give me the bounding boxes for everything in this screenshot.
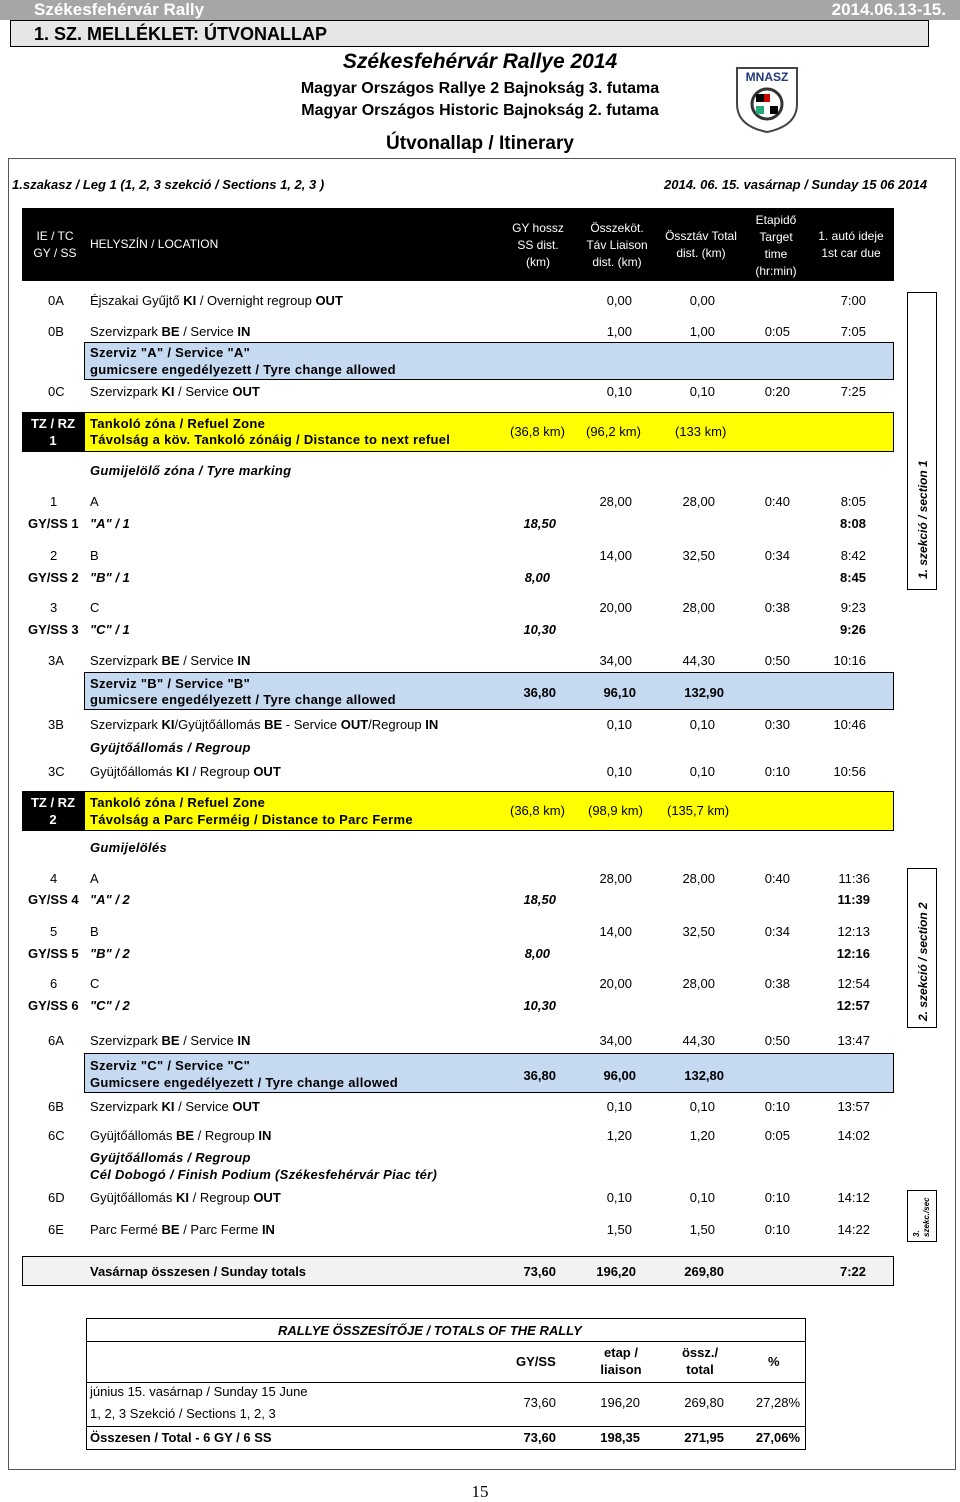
tc-code: 0B: [48, 324, 64, 339]
ss-dist: 8,00: [524, 946, 550, 961]
tz1-ss: (36,8 km): [510, 424, 565, 439]
due-time: 14:02: [837, 1128, 870, 1143]
summary-row1-ss: 73,60: [523, 1395, 556, 1410]
target-time: 0:30: [764, 717, 790, 732]
service-b-total: 132,90: [684, 685, 724, 700]
liaison-dist: 1,50: [606, 1222, 632, 1237]
summary-row1-sublabel: 1, 2, 3 Szekció / Sections 1, 2, 3: [90, 1406, 276, 1421]
sunday-totals-ss: 73,60: [523, 1264, 556, 1279]
target-time: 0:10: [764, 1222, 790, 1237]
total-dist: 28,00: [682, 600, 715, 615]
target-time: 0:34: [764, 924, 790, 939]
ss-location: "A" / 1: [90, 516, 130, 531]
location: Szervizpark KI/Gyüjtőállomás BE - Service OUT/Regroup IN: [90, 717, 439, 732]
target-time: 0:50: [764, 1033, 790, 1048]
location: Gyüjtőállomás KI / Regroup OUT: [90, 764, 281, 779]
total-dist: 32,50: [682, 548, 715, 563]
service-a-note: gumicsere engedélyezett / Tyre change allowed: [90, 362, 396, 377]
summary-divider: [86, 1341, 806, 1342]
ss-location: "C" / 1: [90, 622, 130, 637]
total-dist: 44,30: [682, 1033, 715, 1048]
tc-code: 2: [50, 548, 58, 563]
liaison-dist: 1,20: [606, 1128, 632, 1143]
location: Éjszakai Gyűjtő KI / Overnight regroup OUT: [90, 293, 343, 308]
summary-title: RALLYE ÖSSZESÍTŐJE / TOTALS OF THE RALLY: [278, 1323, 582, 1338]
summary-row2-pct: 27,06%: [755, 1430, 800, 1445]
tz2-ss: (36,8 km): [510, 803, 565, 818]
due-time: 12:16: [836, 946, 870, 961]
ss-dist: 18,50: [523, 516, 556, 531]
summary-col-ss: GY/SS: [516, 1354, 556, 1369]
tz2-liaison: (98,9 km): [588, 803, 643, 818]
col-total: Össztáv Total dist. (km): [665, 229, 737, 260]
liaison-dist: 28,00: [599, 494, 632, 509]
location: B: [90, 548, 99, 563]
finish-podium-note: Cél Dobogó / Finish Podium (Székesfehérvár Piac tér): [90, 1167, 438, 1182]
section-3-box: [907, 1190, 937, 1242]
due-time: 11:39: [837, 892, 870, 907]
liaison-dist: 1,00: [606, 324, 632, 339]
due-time: 9:23: [840, 600, 866, 615]
total-dist: 28,00: [682, 871, 715, 886]
tc-code: 3A: [48, 653, 64, 668]
due-time: 9:26: [839, 622, 866, 637]
due-time: 13:57: [837, 1099, 870, 1114]
col-first-car: 1. autó ideje 1st car due: [818, 229, 884, 260]
location: Szervizpark KI / Service OUT: [90, 384, 260, 399]
ss-code: GY/SS 3: [28, 622, 79, 637]
total-dist: 0,00: [689, 293, 715, 308]
due-time: 11:36: [838, 871, 870, 886]
total-dist: 0,10: [689, 1099, 715, 1114]
ss-dist: 18,50: [523, 892, 556, 907]
summary-col-liaison-1: etap /: [604, 1345, 638, 1360]
due-time: 8:08: [839, 516, 866, 531]
liaison-dist: 0,10: [606, 384, 632, 399]
tc-code: 6B: [48, 1099, 64, 1114]
liaison-dist: 14,00: [599, 548, 632, 563]
liaison-dist: 14,00: [599, 924, 632, 939]
due-time: 8:05: [840, 494, 866, 509]
location: Szervizpark BE / Service IN: [90, 324, 251, 339]
sunday-totals-total: 269,80: [684, 1264, 724, 1279]
tc-code: 6A: [48, 1033, 64, 1048]
liaison-dist: 0,10: [606, 1190, 632, 1205]
liaison-dist: 34,00: [599, 1033, 632, 1048]
due-time: 7:05: [840, 324, 866, 339]
sunday-totals-label: Vasárnap összesen / Sunday totals: [90, 1264, 307, 1279]
header-event-dates: 2014.06.13-15.: [831, 0, 946, 19]
total-dist: 1,00: [689, 324, 715, 339]
regroup-note-2: Gyüjtőállomás / Regroup: [90, 1150, 251, 1165]
target-time: 0:40: [764, 871, 790, 886]
location: Szervizpark BE / Service IN: [90, 1033, 251, 1048]
tc-code: 1: [50, 494, 58, 509]
service-b-liaison: 96,10: [603, 685, 636, 700]
target-time: 0:38: [764, 600, 790, 615]
liaison-dist: 34,00: [599, 653, 632, 668]
championship-line-2: Magyar Országos Historic Bajnokság 2. futama: [301, 102, 659, 119]
ss-location: "B" / 2: [90, 946, 130, 961]
logo-text: MNASZ: [745, 70, 789, 84]
tc-code: 5: [50, 924, 58, 939]
tz2-tc: TZ / RZ: [30, 795, 76, 810]
location: Parc Fermé BE / Parc Ferme IN: [90, 1222, 275, 1237]
due-time: 14:22: [837, 1222, 870, 1237]
liaison-dist: 0,10: [606, 1099, 632, 1114]
section-1-label: 1. szekció / section 1: [916, 460, 930, 579]
due-time: 7:00: [840, 293, 866, 308]
total-dist: 0,10: [689, 1190, 715, 1205]
section-3-label: 3. szekc./sec: [912, 1197, 931, 1237]
location: Szervizpark BE / Service IN: [90, 653, 251, 668]
summary-row2-total: 271,95: [684, 1430, 724, 1445]
ss-code: GY/SS 1: [28, 516, 79, 531]
target-time: 0:05: [764, 324, 790, 339]
tc-code: 4: [50, 871, 58, 886]
service-c-total: 132,80: [684, 1068, 724, 1083]
ss-dist: 10,30: [523, 998, 556, 1013]
summary-row1-pct: 27,28%: [755, 1395, 800, 1410]
location: C: [90, 600, 100, 615]
due-time: 7:25: [840, 384, 866, 399]
total-dist: 32,50: [682, 924, 715, 939]
tyre-marking-1: Gumijelölő zóna / Tyre marking: [90, 463, 292, 478]
tc-code: 6D: [48, 1190, 65, 1205]
service-b-title: Szerviz "B" / Service "B": [90, 676, 251, 691]
section-2-label: 2. szekció / section 2: [916, 902, 930, 1021]
total-dist: 44,30: [682, 653, 715, 668]
service-b-note: gumicsere engedélyezett / Tyre change allowed: [90, 692, 396, 707]
col-location: HELYSZÍN / LOCATION: [90, 237, 219, 251]
ss-location: "B" / 1: [90, 570, 130, 585]
table-header: [22, 208, 894, 281]
liaison-dist: 0,10: [606, 717, 632, 732]
due-time: 12:57: [836, 998, 870, 1013]
summary-row2-label: Összesen / Total - 6 GY / 6 SS: [90, 1430, 272, 1445]
location: A: [90, 494, 99, 509]
due-time: 8:42: [840, 548, 866, 563]
ss-code: GY/SS 5: [28, 946, 79, 961]
service-c-title: Szerviz "C" / Service "C": [90, 1058, 251, 1073]
summary-col-total-1: össz./: [681, 1345, 719, 1360]
ss-code: GY/SS 2: [28, 570, 79, 585]
summary-col-total-2: total: [686, 1362, 714, 1377]
col-target-time: Etapidő Target time (hr:min): [755, 213, 797, 278]
due-time: 12:54: [837, 976, 870, 991]
leg-title: 1.szakasz / Leg 1 (1, 2, 3 szekció / Sections 1, 2, 3 ): [12, 177, 325, 192]
sunday-totals-liaison: 196,20: [596, 1264, 636, 1279]
tc-code: 0A: [48, 293, 64, 308]
location: Szervizpark KI / Service OUT: [90, 1099, 260, 1114]
section-2-box: [907, 868, 937, 1028]
due-time: 12:13: [837, 924, 870, 939]
tc-code: 3C: [48, 764, 65, 779]
total-dist: 0,10: [689, 384, 715, 399]
service-c-liaison: 96,00: [603, 1068, 636, 1083]
target-time: 0:10: [764, 764, 790, 779]
tc-code: 3: [50, 600, 58, 615]
target-time: 0:10: [764, 1099, 790, 1114]
summary-row1-liaison: 196,20: [600, 1395, 640, 1410]
target-time: 0:34: [764, 548, 790, 563]
due-time: 10:46: [833, 717, 866, 732]
tc-code: 6C: [48, 1128, 65, 1143]
itinerary-title: Útvonallap / Itinerary: [386, 133, 574, 154]
service-c-ss: 36,80: [523, 1068, 556, 1083]
total-dist: 0,10: [689, 764, 715, 779]
col-tc: IE / TC GY / SS: [33, 229, 77, 260]
mnasz-logo: [732, 64, 802, 134]
liaison-dist: 28,00: [599, 871, 632, 886]
liaison-dist: 20,00: [599, 600, 632, 615]
total-dist: 1,20: [689, 1128, 715, 1143]
col-liaison: Összeköt. Táv Liaison dist. (km): [586, 221, 648, 269]
summary-row1-total: 269,80: [684, 1395, 724, 1410]
service-c-note: Gumicsere engedélyezett / Tyre change allowed: [90, 1075, 399, 1090]
target-time: 0:05: [764, 1128, 790, 1143]
total-dist: 28,00: [682, 494, 715, 509]
total-dist: 28,00: [682, 976, 715, 991]
target-time: 0:38: [764, 976, 790, 991]
tyre-marking-2: Gumijelölés: [90, 840, 167, 855]
summary-row2-ss: 73,60: [523, 1430, 556, 1445]
summary-divider: [86, 1426, 806, 1427]
leg-date: 2014. 06. 15. vasárnap / Sunday 15 06 2014: [664, 177, 928, 192]
tc-code: 0C: [48, 384, 65, 399]
tz2-distance-label: Távolság a Parc Ferméig / Distance to Parc Ferme: [90, 812, 413, 827]
summary-col-pct: %: [768, 1354, 780, 1369]
ss-dist: 8,00: [524, 570, 550, 585]
location: B: [90, 924, 99, 939]
liaison-dist: 0,00: [606, 293, 632, 308]
total-dist: 0,10: [689, 717, 715, 732]
col-ss-dist: GY hossz SS dist. (km): [512, 221, 564, 269]
target-time: 0:20: [764, 384, 790, 399]
liaison-dist: 20,00: [599, 976, 632, 991]
tz1-liaison: (96,2 km): [586, 424, 641, 439]
target-time: 0:10: [764, 1190, 790, 1205]
due-time: 13:47: [837, 1033, 870, 1048]
summary-col-liaison-2: liaison: [600, 1362, 642, 1377]
page-number: 15: [471, 1482, 489, 1501]
location: C: [90, 976, 100, 991]
service-b-ss: 36,80: [523, 685, 556, 700]
tc-code: 3B: [48, 717, 64, 732]
due-time: 10:16: [833, 653, 866, 668]
ss-location: "A" / 2: [90, 892, 130, 907]
tz1-total: (133 km): [675, 424, 727, 439]
ss-dist: 10,30: [523, 622, 556, 637]
tz1-distance-label: Távolság a köv. Tankoló zónáig / Distance to next refuel: [90, 432, 451, 447]
tz2-number: 2: [49, 812, 57, 827]
tc-code: 6E: [48, 1222, 64, 1237]
total-dist: 1,50: [689, 1222, 715, 1237]
header-event-name: Székesfehérvár Rally: [34, 0, 205, 19]
ss-code: GY/SS 4: [28, 892, 79, 907]
tc-code: 6: [50, 976, 58, 991]
summary-row1-label: június 15. vasárnap / Sunday 15 June: [90, 1384, 308, 1399]
liaison-dist: 0,10: [606, 764, 632, 779]
championship-line-1: Magyar Országos Rallye 2 Bajnokság 3. futama: [300, 80, 660, 97]
location: A: [90, 871, 99, 886]
tz2-total: (135,7 km): [667, 803, 730, 818]
tz1-number: 1: [49, 433, 57, 448]
ss-code: GY/SS 6: [28, 998, 79, 1013]
sunday-totals-time: 7:22: [839, 1264, 866, 1279]
section-1-box: [907, 292, 937, 590]
service-a-title: Szerviz "A" / Service "A": [90, 345, 251, 360]
due-time: 14:12: [837, 1190, 870, 1205]
tz1-title: Tankoló zóna / Refuel Zone: [90, 416, 266, 431]
location: Gyüjtőállomás BE / Regroup IN: [90, 1128, 272, 1143]
rally-name: Székesfehérvár Rallye 2014: [342, 50, 618, 73]
ss-location: "C" / 2: [90, 998, 130, 1013]
tz1-tc: TZ / RZ: [30, 416, 76, 431]
location: Gyüjtőállomás KI / Regroup OUT: [90, 1190, 281, 1205]
due-time: 8:45: [839, 570, 866, 585]
annex-title: 1. SZ. MELLÉKLET: ÚTVONALLAP: [34, 24, 328, 44]
regroup-note-1: Gyüjtőállomás / Regroup: [90, 740, 251, 755]
tz2-title: Tankoló zóna / Refuel Zone: [90, 795, 266, 810]
target-time: 0:50: [764, 653, 790, 668]
summary-row2-liaison: 198,35: [600, 1430, 640, 1445]
target-time: 0:40: [764, 494, 790, 509]
summary-divider: [86, 1382, 806, 1383]
due-time: 10:56: [833, 764, 866, 779]
